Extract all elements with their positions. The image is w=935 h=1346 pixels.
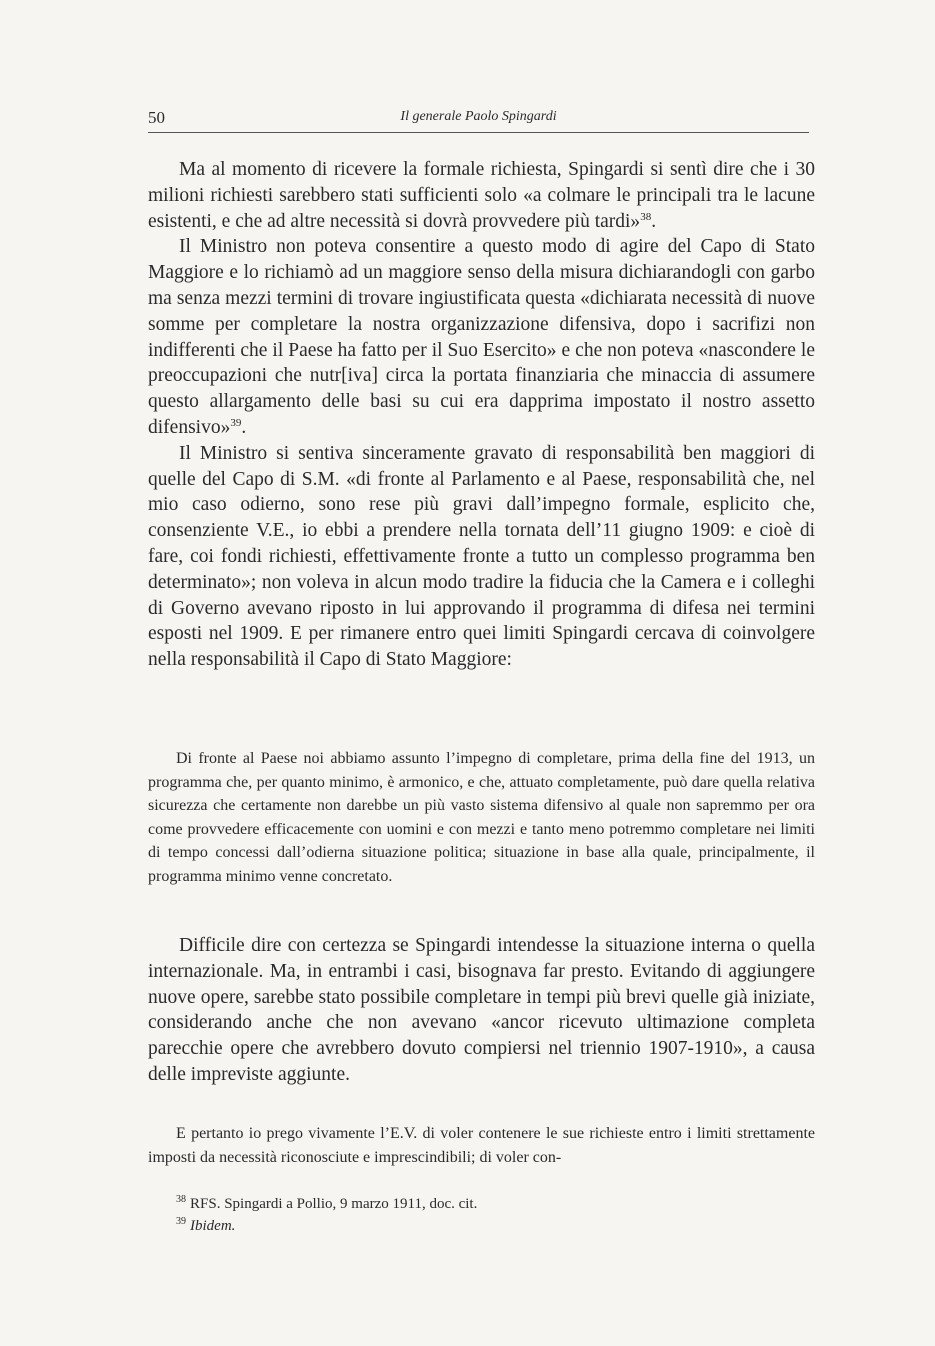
block-quote — [148, 747, 815, 889]
footnote — [176, 1193, 816, 1215]
paragraph-text: Il Ministro non poteva consentire a questo modo di agire del Capo di Stato Maggiore e lo richiamò ad un maggiore senso della misura dichiarandogli con garbo ma senza mezzi termini di trovare ingiustificata questa «dichiarata necessità di nuove somme per completare la nostra organizzazione difensiva, dopo i sacrifizi non indifferenti che il Paese ha fatto per il Suo Esercito» e che non poteva «nascondere le preoccupazioni che nutr[iva] circa la portata finanziaria che minaccia di assumere questo allargamento delle basi su cui era dapprima impostato il nostro assetto difensivo» — [148, 236, 815, 438]
page-number: 50 — [148, 108, 165, 127]
footnote — [176, 1215, 816, 1237]
paragraph-tail: . — [651, 210, 657, 232]
footnote-text: RFS. Spingardi a Pollio, 9 marzo 1911, doc. cit. — [190, 1196, 478, 1212]
paragraph — [148, 234, 815, 440]
page-header — [148, 108, 809, 133]
footnote-ref: 39 — [230, 416, 242, 429]
quote-text: Di fronte al Paese noi abbiamo assunto l’impegno di completare, prima della fine del 1913, un programma che, per quanto minimo, è armonico, e che, attuato completamente, può dare quella relativa sicurezza che certamente non darebbe un più vasto sistema difensivo al quale non sapremmo per ora come provvedere efficacemente con uomini e con mezzi e tanto meno potremmo completare nei limiti di tempo concessi dall’odierna situazione politica; situazione in base alla quale, principalmente, il programma minimo venne concretato. — [148, 750, 815, 885]
paragraph-tail: . — [241, 416, 247, 438]
paragraph-text: Ma al momento di ricevere la formale richiesta, Spingardi si sentì dire che i 30 milioni richiesti sarebbero stati sufficienti solo «a colmare le principali tra le lacune esistenti, e che ad altre necessità si dovrà provvedere più tardi» — [148, 159, 815, 232]
paragraph-text: Il Ministro si sentiva sinceramente gravato di responsabilità ben maggiori di quelle del Capo di S.M. «di fronte al Parlamento e al Paese, responsabilità che, nel mio caso odierno, sono rese più gravi dall’impegno formale, esplicito che, consenziente V.E., io ebbi a prendere nella tornata dell’11 giugno 1909: e cioè di fare, coi fondi richiesti, effettivamente fronte a tutto un complesso programma ben determinato»; non voleva in alcun modo tradire la fiducia che la Camera e i colleghi di Governo avevano riposto in lui approvando il programma di difesa nei termini esposti nel 1909. E per rimanere entro quei limiti Spingardi cercava di coinvolgere nella responsabilità il Capo di Stato Maggiore: — [148, 442, 815, 671]
paragraph — [148, 157, 815, 234]
paragraph — [148, 441, 815, 673]
paragraph: Difficile dire con certezza se Spingardi intendesse la situazione interna o quella internazionale. Ma, in entrambi i casi, bisognava far presto. Evitando di aggiungere nuove opere, sarebbe stato possibile completare in tempi più brevi quelle già iniziate, considerando anche che non avevano «ancor ricevuto ultimazione completa parecchie opere che avrebbero dovuto compiersi nel triennio 1907-1910», a causa delle impreviste aggiunte. — [148, 935, 815, 1085]
block-quote-2 — [148, 1122, 815, 1169]
footnote-number: 38 — [176, 1194, 186, 1205]
footnote-number: 39 — [176, 1216, 186, 1227]
main-text-continued — [148, 933, 815, 1088]
main-text — [148, 157, 815, 673]
footnote-ref: 38 — [640, 210, 652, 223]
quote-text: E pertanto io prego vivamente l’E.V. di voler contenere le sue richieste entro i limiti strettamente imposti da necessità riconosciute e imprescindibili; di voler con- — [148, 1125, 815, 1166]
running-title: Il generale Paolo Spingardi — [400, 109, 557, 124]
footnote-text: Ibidem. — [190, 1218, 236, 1234]
footnotes — [176, 1193, 816, 1237]
